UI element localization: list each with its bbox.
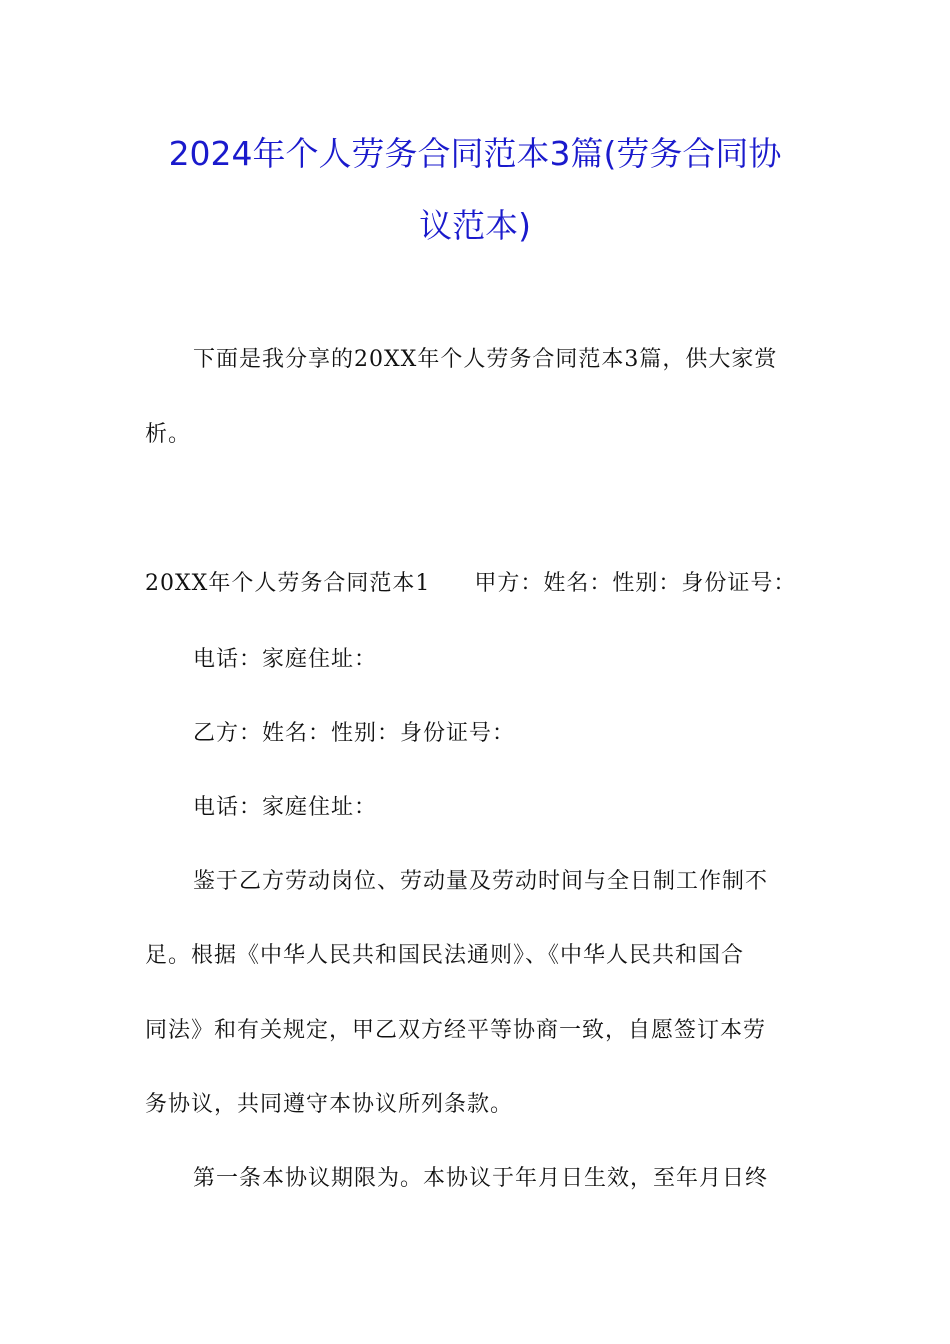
party-a-info: 甲方：姓名：性别：身份证号： [474, 571, 797, 596]
paragraph-1-line-1: 鉴于乙方劳动岗位、劳动量及劳动时间与全日制工作制不 [193, 869, 769, 894]
paragraph-1-line-4: 务协议，共同遵守本协议所列条款。 [145, 1092, 514, 1117]
section-heading: 20XX年个人劳务合同范本1 [145, 571, 431, 596]
intro-paragraph-line-2: 析。 [145, 422, 192, 447]
document-title-line-1: 2024年个人劳务合同范本3篇(劳务合同协 [168, 134, 782, 173]
intro-paragraph-line-1: 下面是我分享的20XX年个人劳务合同范本3篇，供大家赏 [193, 347, 778, 372]
party-a-contact: 电话：家庭住址： [193, 647, 378, 672]
section-heading-row [145, 573, 810, 595]
party-b-info: 乙方：姓名：性别：身份证号： [193, 721, 516, 746]
paragraph-1-line-3: 同法》和有关规定，甲乙双方经平等协商一致，自愿签订本劳 [145, 1018, 767, 1043]
paragraph-1-line-2: 足。根据《中华人民共和国民法通则》、《中华人民共和国合 [145, 943, 745, 968]
article-1-line-1: 第一条本协议期限为。本协议于年月日生效，至年月日终 [193, 1166, 769, 1191]
party-b-contact: 电话：家庭住址： [193, 795, 378, 820]
document-title-line-2: 议范本) [419, 206, 531, 245]
